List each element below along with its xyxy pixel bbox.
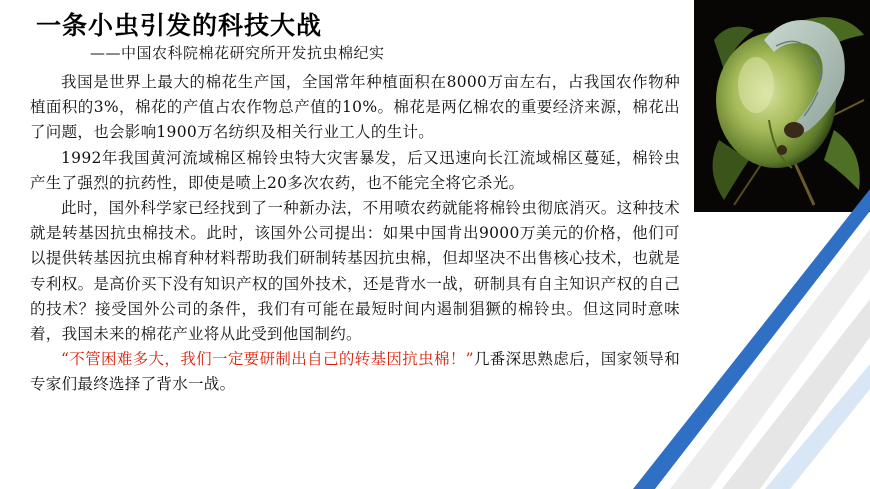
page-title: 一条小虫引发的科技大战 <box>36 11 323 40</box>
page-subtitle: ——中国农科院棉花研究所开发抗虫棉纪实 <box>90 44 385 62</box>
article-body <box>30 70 680 398</box>
decorative-stripes <box>625 189 870 489</box>
quote-text: “不管困难多大，我们一定要研制出自己的转基因抗虫棉！” <box>61 350 474 369</box>
paragraph-1: 我国是世界上最大的棉花生产国，全国常年种植面积在8000万亩左右，占我国农作物种植面积的3%，棉花的产值占农作物总产值的10%。棉花是两亿棉农的重要经济来源，棉花出了问题，也会影响1900万名纺织及相关行业工人的生计。 <box>30 73 680 142</box>
paragraph-2: 1992年我国黄河流域棉区棉铃虫特大灾害暴发，后又迅速向长江流域棉区蔓延，棉铃虫产生了强烈的抗药性，即使是喷上20多次农药，也不能完全将它杀光。 <box>30 148 680 192</box>
paragraph-4-text: 几番深思熟虑后，国家领导和专家们最终选择了背水一战。 <box>30 350 681 394</box>
cotton-boll-icon <box>694 0 870 212</box>
paragraph-3: 此时，国外科学家已经找到了一种新办法，不用喷农药就能将棉铃虫彻底消灭。这种技术就是转基因抗虫棉技术。此时，该国外公司提出：如果中国肯出9000万美元的价格，他们可以提供转基因抗虫棉育种材料帮助我们研制转基因抗虫棉，但却坚决不出售核心技术，也就是专利权。是高价买下没有知识产权的国外技术，还是背水一战，研制具有自主知识产权的自己的技术？接受国外公司的条件，我们有可能在最短时间内遏制猖獗的棉铃虫。但这同时意味着，我国未来的棉花产业将从此受到他国制约。 <box>30 199 680 344</box>
paragraph-4 <box>30 347 680 397</box>
cotton-bollworm-photo <box>694 0 870 212</box>
